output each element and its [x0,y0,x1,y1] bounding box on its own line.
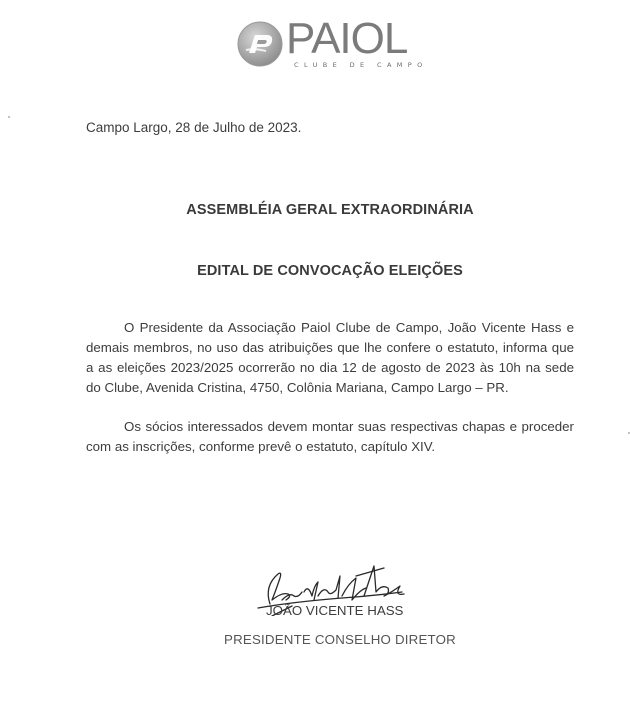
letterhead [236,14,426,74]
body-paragraph: O Presidente da Associação Paiol Clube de Campo, João Vicente Hass e demais membros, no uso das atribuições que lhe confere o estatuto, informa que a as eleições 2023/2025 ocorrerão no dia 12 de agosto de 2023 às 10h na sede do Clube, Avenida Cristina, 4750, Colônia Mariana, Campo Largo – PR. [86,320,574,395]
heading-assembly: ASSEMBLÉIA GERAL EXTRAORDINÁRIA [186,202,474,218]
brand-subtitle: CLUBE DE CAMPO [294,61,428,69]
signer-name: JOÃO VICENTE HASS [266,603,404,618]
scan-speck [8,116,10,118]
brand-name: PAIOL [286,14,408,63]
heading-edital: EDITAL DE CONVOCAÇÃO ELEIÇÕES [197,263,463,279]
body-paragraph: Os sócios interessados devem montar suas respectivas chapas e proceder com as inscrições, conforme prevê o estatuto, capítulo XIV. [86,419,574,454]
paiol-p-emblem-icon [236,20,284,68]
date-line: Campo Largo, 28 de Julho de 2023. [86,120,302,135]
signer-title: PRESIDENTE CONSELHO DIRETOR [224,632,456,647]
